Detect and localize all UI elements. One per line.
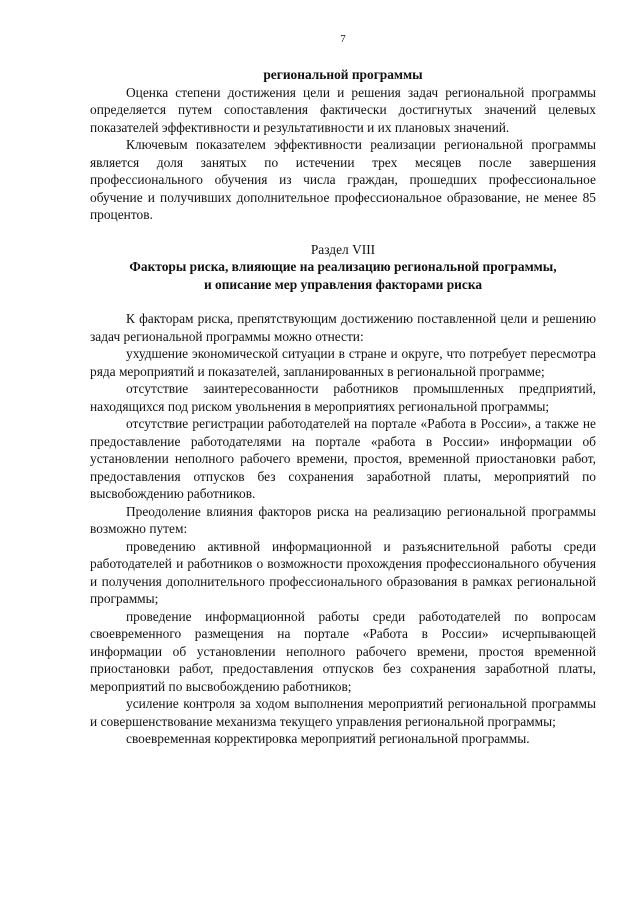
- risk-item-interest: отсутствие заинтересованности работников промышленных предприятий, находящихся под риском увольнения в мероприятиях региональной программы;: [90, 381, 596, 414]
- section-label: Раздел VIII: [310, 241, 376, 257]
- risk-intro-paragraph: К факторам риска, препятствующим достижению поставленной цели и решению задач региональной программы можно отнести:: [90, 311, 596, 344]
- intro-paragraph-1: Оценка степени достижения цели и решения задач региональной программы определяется путем сопоставления фактически достигнутых значений целевых показателей эффективности и результативности и их плановых значений.: [90, 84, 596, 135]
- document-page: [90, 32, 596, 748]
- intro-paragraph-2: Ключевым показателем эффективности реализации региональной программы является доля занятых по истечении трех месяцев после завершения профессионального обучения из числа граждан, прошедших профессиональное обучение и получивших дополнительное профессиональное образование, не менее 85 процентов.: [90, 137, 596, 222]
- mitigation-intro-paragraph: Преодоление влияния факторов риска на реализацию региональной программы возможно путем:: [90, 503, 596, 536]
- section-title-line-1: Факторы риска, влияющие на реализацию региональной программы,: [129, 259, 557, 274]
- mitigation-item-control: усиление контроля за ходом выполнения мероприятий региональной программы и совершенствование механизма текущего управления региональной программы;: [90, 696, 596, 729]
- mitigation-item-explanation: проведению активной информационной и разъяснительной работы среди работодателей и работников о возможности прохождения профессионального обучения и получения дополнительного профессионального образования в рамках региональной программы;: [90, 538, 596, 606]
- mitigation-item-information: проведение информационной работы среди работодателей по вопросам своевременного размещения на портале «Работа в России» исчерпывающей информации об установлении неполного рабочего времени, простоя временной приостановки работ, предоставления отпусков без сохранения заработной платы, мероприятий по высвобождению работников;: [90, 608, 596, 694]
- continued-heading: региональной программы: [263, 67, 423, 82]
- risk-item-economy: ухудшение экономической ситуации в стране и округе, что потребует пересмотра ряда мероприятий и показателей, запланированных в региональной программе;: [90, 346, 596, 379]
- risk-item-registration: отсутствие регистрации работодателей на портале «Работа в России», а также не предоставление работодателями на портале «работа в России» информации об установлении неполного рабочего времени, простоя, временной приостановки работ, предоставления отпусков без сохранения заработной платы, мероприятий по высвобождению работников.: [90, 416, 596, 501]
- section-title-line-2: и описание мер управления факторами риска: [203, 276, 483, 292]
- mitigation-item-adjustment: своевременная корректировка мероприятий региональной программы.: [126, 731, 530, 746]
- page-number: 7: [340, 33, 346, 45]
